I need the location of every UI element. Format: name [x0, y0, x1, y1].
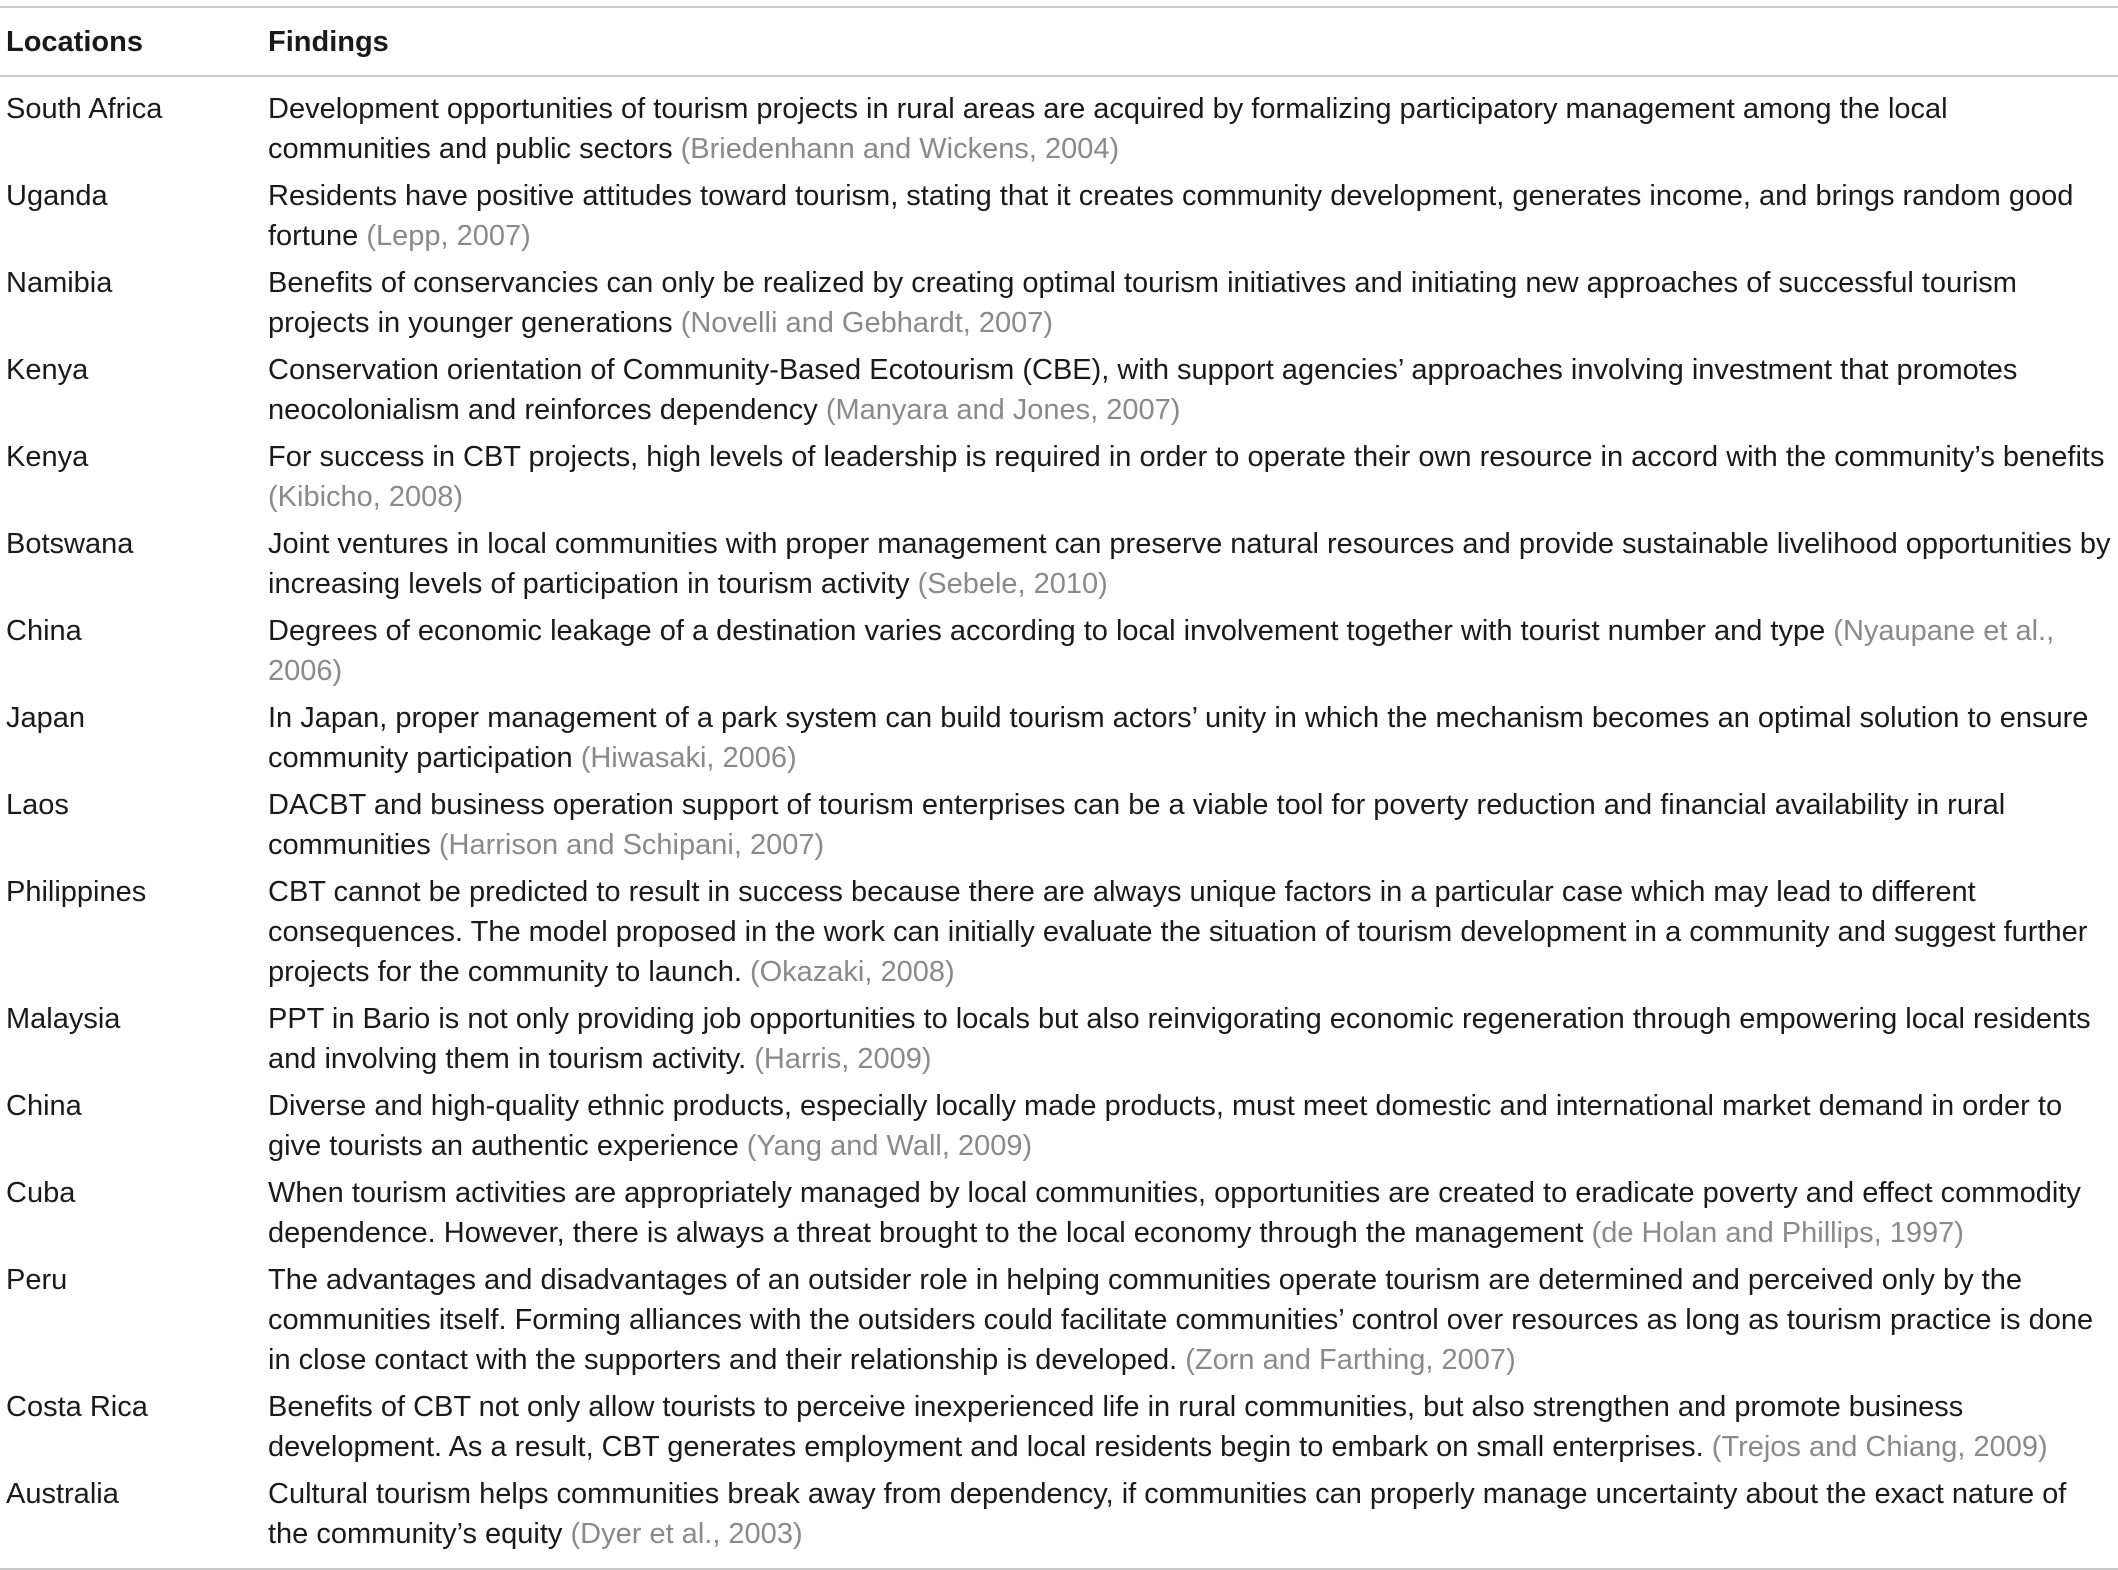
finding-text: For success in CBT projects, high levels of leadership is required in order to operate their own resource in accord with the community’s benefits	[268, 441, 2105, 473]
finding-text: The advantages and disadvantages of an outsider role in helping communities operate tourism are determined and perceived only by the communities itself. Forming alliances with the outsiders could facilitate communities’ control over resources as long as tourism practice is done in close contact with the supporters and their relationship is developed.	[268, 1264, 2094, 1376]
location-cell: Japan	[6, 702, 86, 734]
finding-text: CBT cannot be predicted to result in success because there are always unique factors in a particular case which may lead to different consequences. The model proposed in the work can initially evaluate the situation of tourism development in a community and suggest further projects for the community to launch.	[268, 876, 2088, 988]
table-row	[0, 350, 2118, 437]
finding-cell	[262, 437, 2118, 524]
finding-text: PPT in Bario is not only providing job opportunities to locals but also reinvigorating economic regeneration through empowering local residents and involving them in tourism activity.	[268, 1003, 2091, 1075]
location-cell: Cuba	[6, 1177, 76, 1209]
finding-cell	[262, 872, 2118, 999]
finding-cell	[262, 611, 2118, 698]
citation-link[interactable]: (Hiwasaki, 2006)	[580, 742, 797, 774]
header-row	[0, 7, 2118, 76]
location-cell: Philippines	[6, 876, 147, 908]
finding-cell	[262, 176, 2118, 263]
finding-cell	[262, 1260, 2118, 1387]
citation-link[interactable]: (Briedenhann and Wickens, 2004)	[680, 133, 1120, 165]
finding-text: Joint ventures in local communities with proper management can preserve natural resources and provide sustainable livelihood opportunities by increasing levels of participation in tourism activity	[268, 528, 2111, 600]
location-cell: South Africa	[6, 93, 163, 125]
citation-link[interactable]: (Manyara and Jones, 2007)	[825, 394, 1181, 426]
location-cell: Costa Rica	[6, 1391, 148, 1423]
table-row	[0, 76, 2118, 176]
finding-text: Residents have positive attitudes toward tourism, stating that it creates community development, generates income, and brings random good fortune	[268, 180, 2074, 252]
location-cell: Australia	[6, 1478, 119, 1510]
table-row	[0, 1086, 2118, 1173]
findings-table-container	[0, 6, 2118, 1570]
table-row	[0, 524, 2118, 611]
citation-link[interactable]: (Harrison and Schipani, 2007)	[438, 829, 825, 861]
finding-text: Cultural tourism helps communities break away from dependency, if communities can properly manage uncertainty about the exact nature of the community’s equity	[268, 1478, 2067, 1550]
citation-link[interactable]: (Zorn and Farthing, 2007)	[1185, 1344, 1516, 1376]
table-row	[0, 1260, 2118, 1387]
finding-text: Benefits of conservancies can only be realized by creating optimal tourism initiatives and initiating new approaches of successful tourism projects in younger generations	[268, 267, 2017, 339]
location-cell: Peru	[6, 1264, 68, 1296]
finding-text: Conservation orientation of Community-Based Ecotourism (CBE), with support agencies’ approaches involving investment that promotes neocolonialism and reinforces dependency	[268, 354, 2018, 426]
citation-link[interactable]: (Sebele, 2010)	[917, 568, 1108, 600]
findings-table	[0, 6, 2118, 1570]
finding-cell	[262, 76, 2118, 176]
location-cell: Uganda	[6, 180, 108, 212]
table-row	[0, 872, 2118, 999]
table-row	[0, 698, 2118, 785]
citation-link[interactable]: (Dyer et al., 2003)	[570, 1518, 803, 1550]
finding-text: Diverse and high-quality ethnic products, especially locally made products, must meet domestic and international market demand in order to give tourists an authentic experience	[268, 1090, 2063, 1162]
finding-cell	[262, 785, 2118, 872]
table-row	[0, 1387, 2118, 1474]
header-locations: Locations	[6, 26, 143, 58]
table-row	[0, 785, 2118, 872]
table-row	[0, 437, 2118, 524]
finding-cell	[262, 1086, 2118, 1173]
location-cell: Laos	[6, 789, 69, 821]
header-findings: Findings	[268, 26, 389, 58]
citation-link[interactable]: (Trejos and Chiang, 2009)	[1711, 1431, 2048, 1463]
citation-link[interactable]: (Okazaki, 2008)	[749, 956, 955, 988]
citation-link[interactable]: (Nyaupane et al., 2006)	[268, 615, 2055, 687]
citation-link[interactable]: (Harris, 2009)	[754, 1043, 932, 1075]
citation-link[interactable]: (Kibicho, 2008)	[268, 481, 464, 513]
table-row	[0, 1474, 2118, 1569]
finding-text: DACBT and business operation support of tourism enterprises can be a viable tool for poverty reduction and financial availability in rural communities	[268, 789, 2006, 861]
table-row	[0, 1173, 2118, 1260]
citation-link[interactable]: (de Holan and Phillips, 1997)	[1591, 1217, 1964, 1249]
table-header	[0, 7, 2118, 76]
finding-text: Benefits of CBT not only allow tourists to perceive inexperienced life in rural communities, but also strengthen and promote business development. As a result, CBT generates employment and local residents begin to embark on small enterprises.	[268, 1391, 1964, 1463]
table-row	[0, 999, 2118, 1086]
table-body	[0, 76, 2118, 1569]
location-cell: China	[6, 615, 82, 647]
finding-text: Development opportunities of tourism projects in rural areas are acquired by formalizing participatory management among the local communities and public sectors	[268, 93, 1948, 165]
location-cell: Kenya	[6, 354, 89, 386]
finding-text: When tourism activities are appropriately managed by local communities, opportunities are created to eradicate poverty and effect commodity dependence. However, there is always a threat brought to the local economy through the management	[268, 1177, 2081, 1249]
finding-cell	[262, 1173, 2118, 1260]
location-cell: China	[6, 1090, 82, 1122]
finding-text: Degrees of economic leakage of a destination varies according to local involvement together with tourist number and type	[268, 615, 1826, 647]
finding-cell	[262, 524, 2118, 611]
finding-cell	[262, 350, 2118, 437]
finding-cell	[262, 263, 2118, 350]
finding-cell	[262, 698, 2118, 785]
finding-cell	[262, 999, 2118, 1086]
location-cell: Namibia	[6, 267, 113, 299]
citation-link[interactable]: (Lepp, 2007)	[366, 220, 531, 252]
location-cell: Botswana	[6, 528, 134, 560]
citation-link[interactable]: (Novelli and Gebhardt, 2007)	[680, 307, 1054, 339]
finding-text: In Japan, proper management of a park system can build tourism actors’ unity in which the mechanism becomes an optimal solution to ensure community participation	[268, 702, 2089, 774]
table-row	[0, 611, 2118, 698]
finding-cell	[262, 1474, 2118, 1569]
location-cell: Kenya	[6, 441, 89, 473]
table-row	[0, 176, 2118, 263]
location-cell: Malaysia	[6, 1003, 121, 1035]
citation-link[interactable]: (Yang and Wall, 2009)	[746, 1130, 1033, 1162]
finding-cell	[262, 1387, 2118, 1474]
table-row	[0, 263, 2118, 350]
